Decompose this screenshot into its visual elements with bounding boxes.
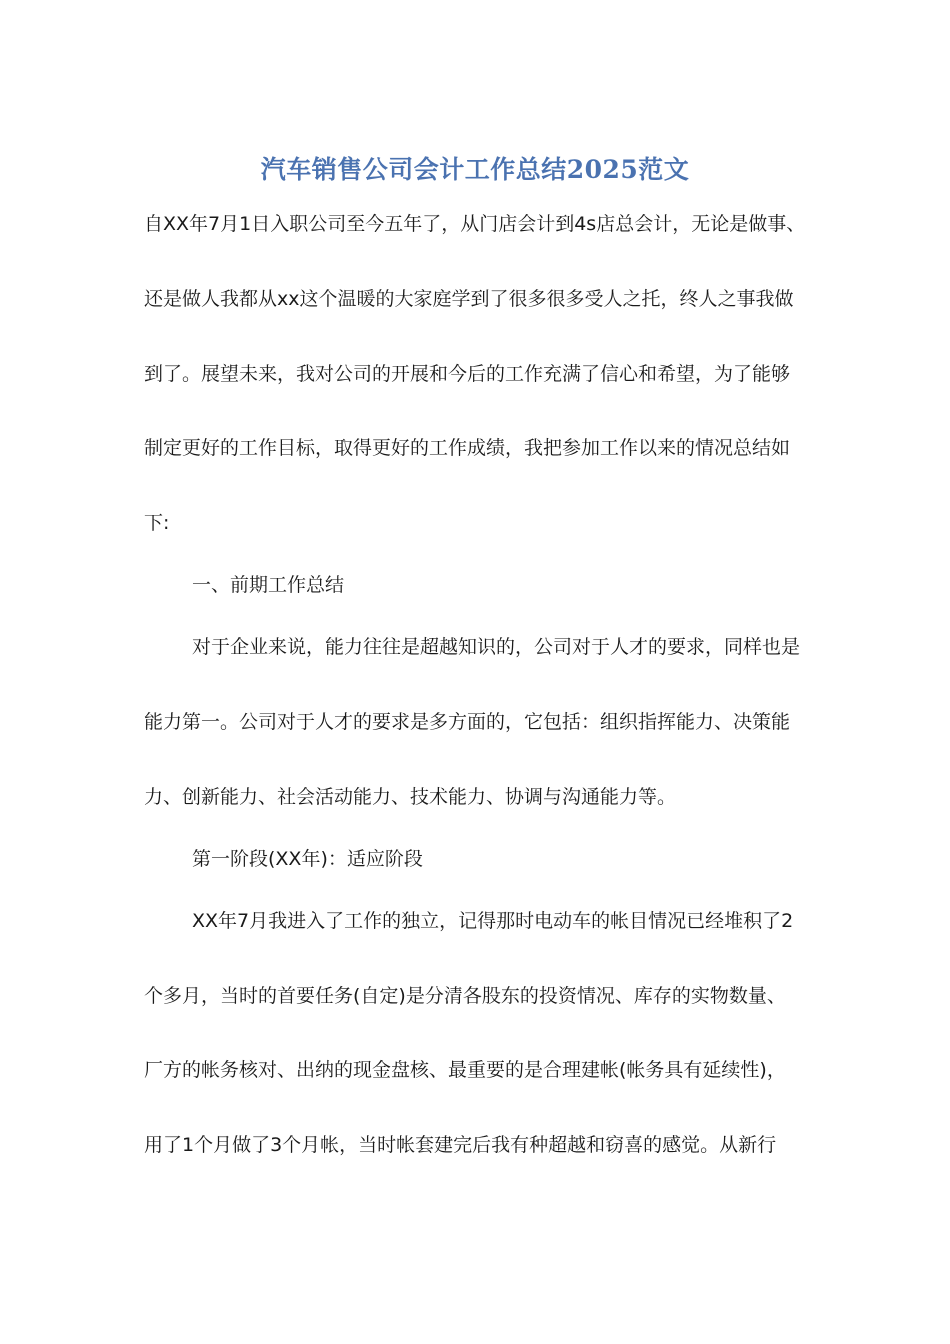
paragraph-line: 制定更好的工作目标，取得更好的工作成绩，我把参加工作以来的情况总结如: [144, 437, 791, 459]
document-title: 汽车销售公司会计工作总结2025范文: [260, 155, 690, 184]
paragraph-line: 厂方的帐务核对、出纳的现金盘核、最重要的是合理建帐(帐务具有延续性)，: [144, 1059, 786, 1081]
subsection-heading: 第一阶段(XX年)：适应阶段: [192, 848, 423, 870]
paragraph-line: 下:: [144, 512, 170, 534]
paragraph-line: 到了。展望未来，我对公司的开展和今后的工作充满了信心和希望，为了能够: [144, 363, 791, 385]
section-heading: 一、前期工作总结: [192, 574, 345, 596]
paragraph-line: 用了1个月做了3个月帐，当时帐套建完后我有种超越和窃喜的感觉。从新行: [144, 1134, 777, 1156]
paragraph-line: 能力第一。公司对于人才的要求是多方面的，它包括：组织指挥能力、决策能: [144, 711, 791, 733]
paragraph-line: 力、创新能力、社会活动能力、技术能力、协调与沟通能力等。: [144, 786, 677, 808]
paragraph-line: 个多月，当时的首要任务(自定)是分清各股东的投资情况、库存的实物数量、: [144, 985, 786, 1007]
paragraph-line: 自XX年7月1日入职公司至今五年了，从门店会计到4s店总会计，无论是做事、: [144, 213, 806, 235]
paragraph-line: 对于企业来说，能力往往是超越知识的，公司对于人才的要求，同样也是: [192, 636, 801, 658]
paragraph-line: XX年7月我进入了工作的独立，记得那时电动车的帐目情况已经堆积了2: [192, 910, 794, 932]
paragraph-line: 还是做人我都从xx这个温暖的大家庭学到了很多很多受人之托，终人之事我做: [144, 288, 794, 310]
